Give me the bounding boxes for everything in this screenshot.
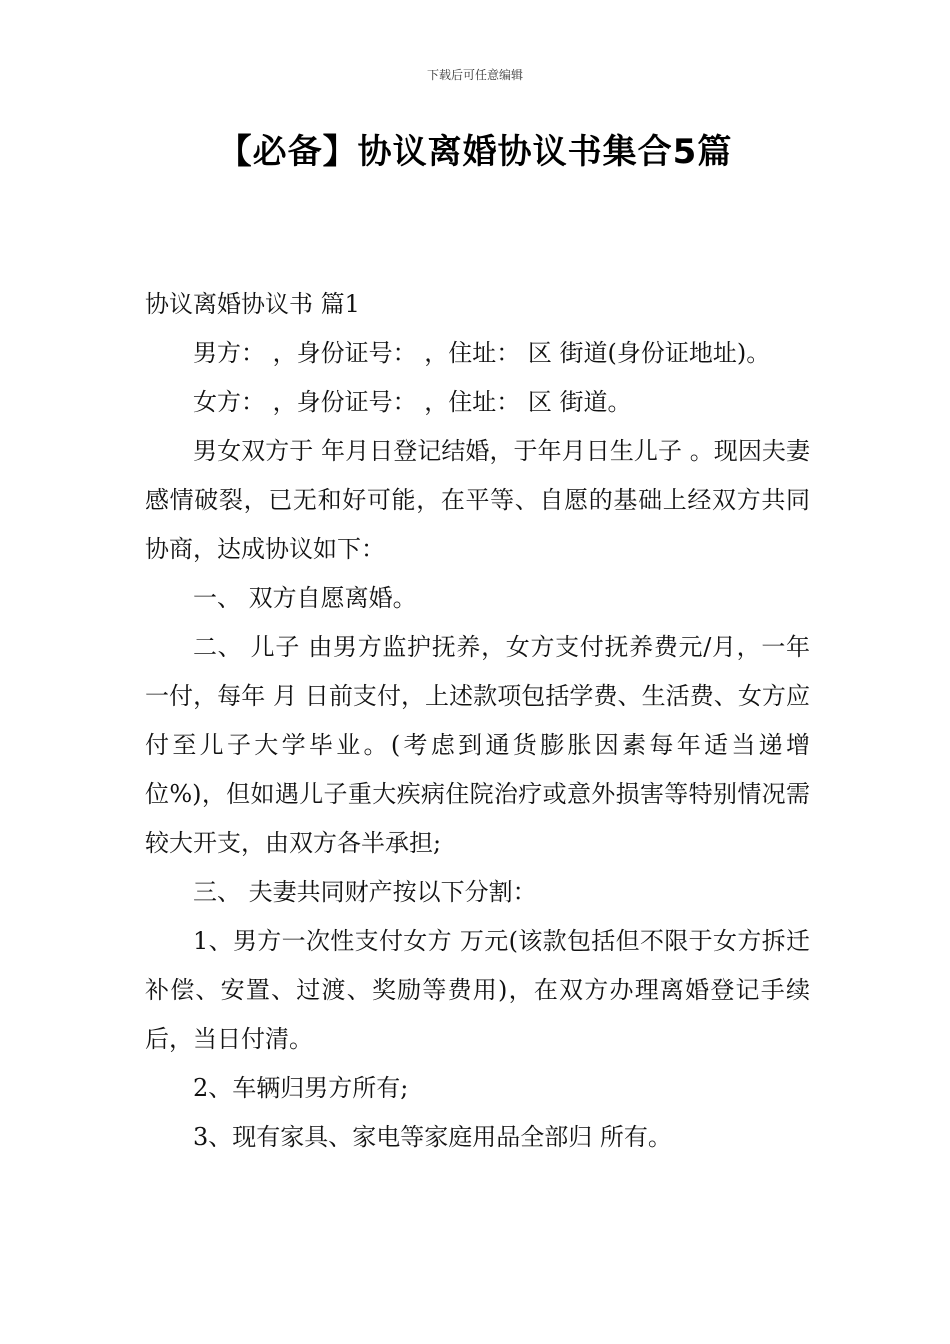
document-title: 【必备】协议离婚协议书集合5篇	[217, 132, 733, 172]
header-note: 下载后可任意编辑	[426, 68, 523, 82]
paragraph-clause-2: 二、 儿子 由男方监护抚养，女方支付抚养费元/月，一年一付，每年 月 日前支付，上述款项包括学费、生活费、女方应付至儿子大学毕业。(考虑到通货膨胀因素每年适当递增位%)，但如遇儿子重大疾病住院治疗或意外损害等特别情况需较大开支，由双方各半承担;	[145, 633, 810, 857]
section-heading: 协议离婚协议书 篇1	[145, 290, 360, 318]
paragraph-item-1: 1、男方一次性支付女方 万元(该款包括但不限于女方拆迁补偿、安置、过渡、奖励等费用)，在双方办理离婚登记手续后，当日付清。	[145, 927, 810, 1053]
document-body	[145, 280, 810, 1162]
paragraph-item-2: 2、车辆归男方所有;	[193, 1074, 409, 1102]
paragraph-clause-1: 一、 双方自愿离婚。	[193, 584, 417, 612]
paragraph-clause-3: 三、 夫妻共同财产按以下分割：	[193, 878, 537, 906]
paragraph-male-party: 男方： ，身份证号： ，住址： 区 街道(身份证地址)。	[193, 339, 771, 367]
paragraph-female-party: 女方： ，身份证号： ，住址： 区 街道。	[193, 388, 632, 416]
paragraph-marriage-info: 男女双方于 年月日登记结婚，于年月日生儿子 。现因夫妻感情破裂，已无和好可能，在平等、自愿的基础上经双方共同协商，达成协议如下：	[145, 437, 810, 563]
paragraph-item-3: 3、现有家具、家电等家庭用品全部归 所有。	[193, 1123, 672, 1151]
